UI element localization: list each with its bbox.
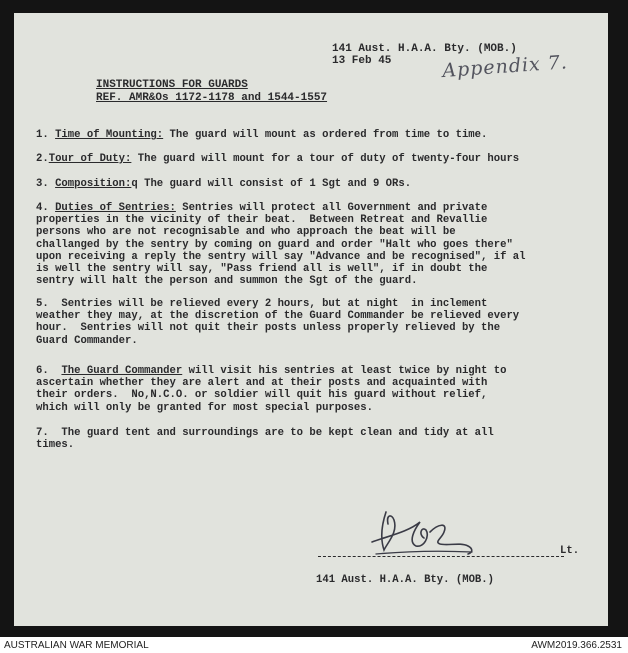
document-reference: REF. AMR&Os 1172-1178 and 1544-1557	[96, 92, 328, 104]
paragraph-4	[36, 202, 608, 287]
paragraph-4-line-7: sentry will halt the person and summon the Sgt of the guard.	[36, 275, 418, 288]
paragraph-4-line-4: challanged by the sentry by coming on guard and order "Halt who goes there"	[36, 238, 513, 251]
paragraph-3-number: 3.	[36, 178, 56, 190]
footer-accession-number: AWM2019.366.2531	[531, 640, 622, 651]
paragraph-3-heading: Composition:	[55, 178, 132, 190]
paragraph-6-heading: The Guard Commander	[61, 365, 183, 377]
paragraph-5-line-3: hour. Sentries will not quit their posts unless properly relieved by the	[36, 322, 501, 335]
paragraph-1	[36, 129, 608, 141]
document-page	[14, 13, 608, 626]
signature-rank: Lt.	[560, 545, 580, 557]
paragraph-2-text: The guard will mount for a tour of duty of twenty-four hours	[131, 153, 520, 165]
paragraph-6-line-2: ascertain whether they are alert and at their posts and acquainted with	[36, 377, 488, 390]
paragraph-7-line-1: 7. The guard tent and surroundings are to be kept clean and tidy at all	[36, 427, 494, 439]
paragraph-6-line-1: will visit his sentries at least twice by night to	[182, 365, 507, 377]
paragraph-2	[36, 153, 608, 165]
paragraph-2-number: 2.	[36, 153, 49, 165]
paragraph-5-line-1: 5. Sentries will be relieved every 2 hours, but at night in inclement	[36, 298, 488, 310]
paragraph-6-line-4: which will only be granted for most special purposes.	[36, 401, 373, 414]
paragraph-4-line-5: upon receiving a reply the sentry will say "Advance and be recognised", if al	[36, 250, 526, 263]
header-unit: 141 Aust. H.A.A. Bty. (MOB.)	[332, 43, 517, 55]
paragraph-4-number: 4.	[36, 202, 56, 214]
document-title: INSTRUCTIONS FOR GUARDS	[96, 79, 248, 91]
footer-institution: AUSTRALIAN WAR MEMORIAL	[4, 640, 149, 651]
paragraph-3	[36, 178, 608, 190]
paragraph-1-heading: Time of Mounting:	[55, 129, 164, 141]
paragraph-4-line-2: properties in the vicinity of their beat. Between Retreat and Revallie	[36, 214, 488, 227]
paragraph-6	[36, 365, 608, 414]
paragraph-5-line-4: Guard Commander.	[36, 334, 138, 347]
signature-unit: 141 Aust. H.A.A. Bty. (MOB.)	[316, 574, 495, 586]
paragraph-6-number: 6.	[36, 365, 62, 377]
paragraph-7-line-2: times.	[36, 439, 75, 452]
handwritten-signature	[368, 502, 478, 562]
handwritten-appendix-note: Appendix 7.	[441, 51, 569, 82]
paragraph-1-text: The guard will mount as ordered from time to time.	[163, 129, 488, 141]
paragraph-2-heading: Tour of Duty:	[48, 153, 132, 165]
paragraph-7	[36, 427, 608, 451]
paragraph-3-text: q The guard will consist of 1 Sgt and 9 ORs.	[131, 178, 412, 190]
header-date: 13 Feb 45	[332, 55, 392, 67]
paragraph-5	[36, 298, 608, 347]
signature-line	[318, 556, 564, 557]
paragraph-4-line-1: Sentries will protect all Government and private	[175, 202, 488, 214]
paragraph-6-line-3: their orders. No,N.C.O. or soldier will quit his guard without relief,	[36, 389, 488, 402]
paragraph-4-heading: Duties of Sentries:	[55, 202, 176, 214]
paragraph-4-line-3: persons who are not recognisable and who approach the beat will be	[36, 226, 456, 239]
paragraph-5-line-2: weather they may, at the discretion of the Guard Commander be relieved every	[36, 310, 520, 323]
paragraph-4-line-6: is well the sentry will say, "Pass friend all is well", if in doubt the	[36, 263, 488, 276]
paragraph-1-number: 1.	[36, 129, 56, 141]
